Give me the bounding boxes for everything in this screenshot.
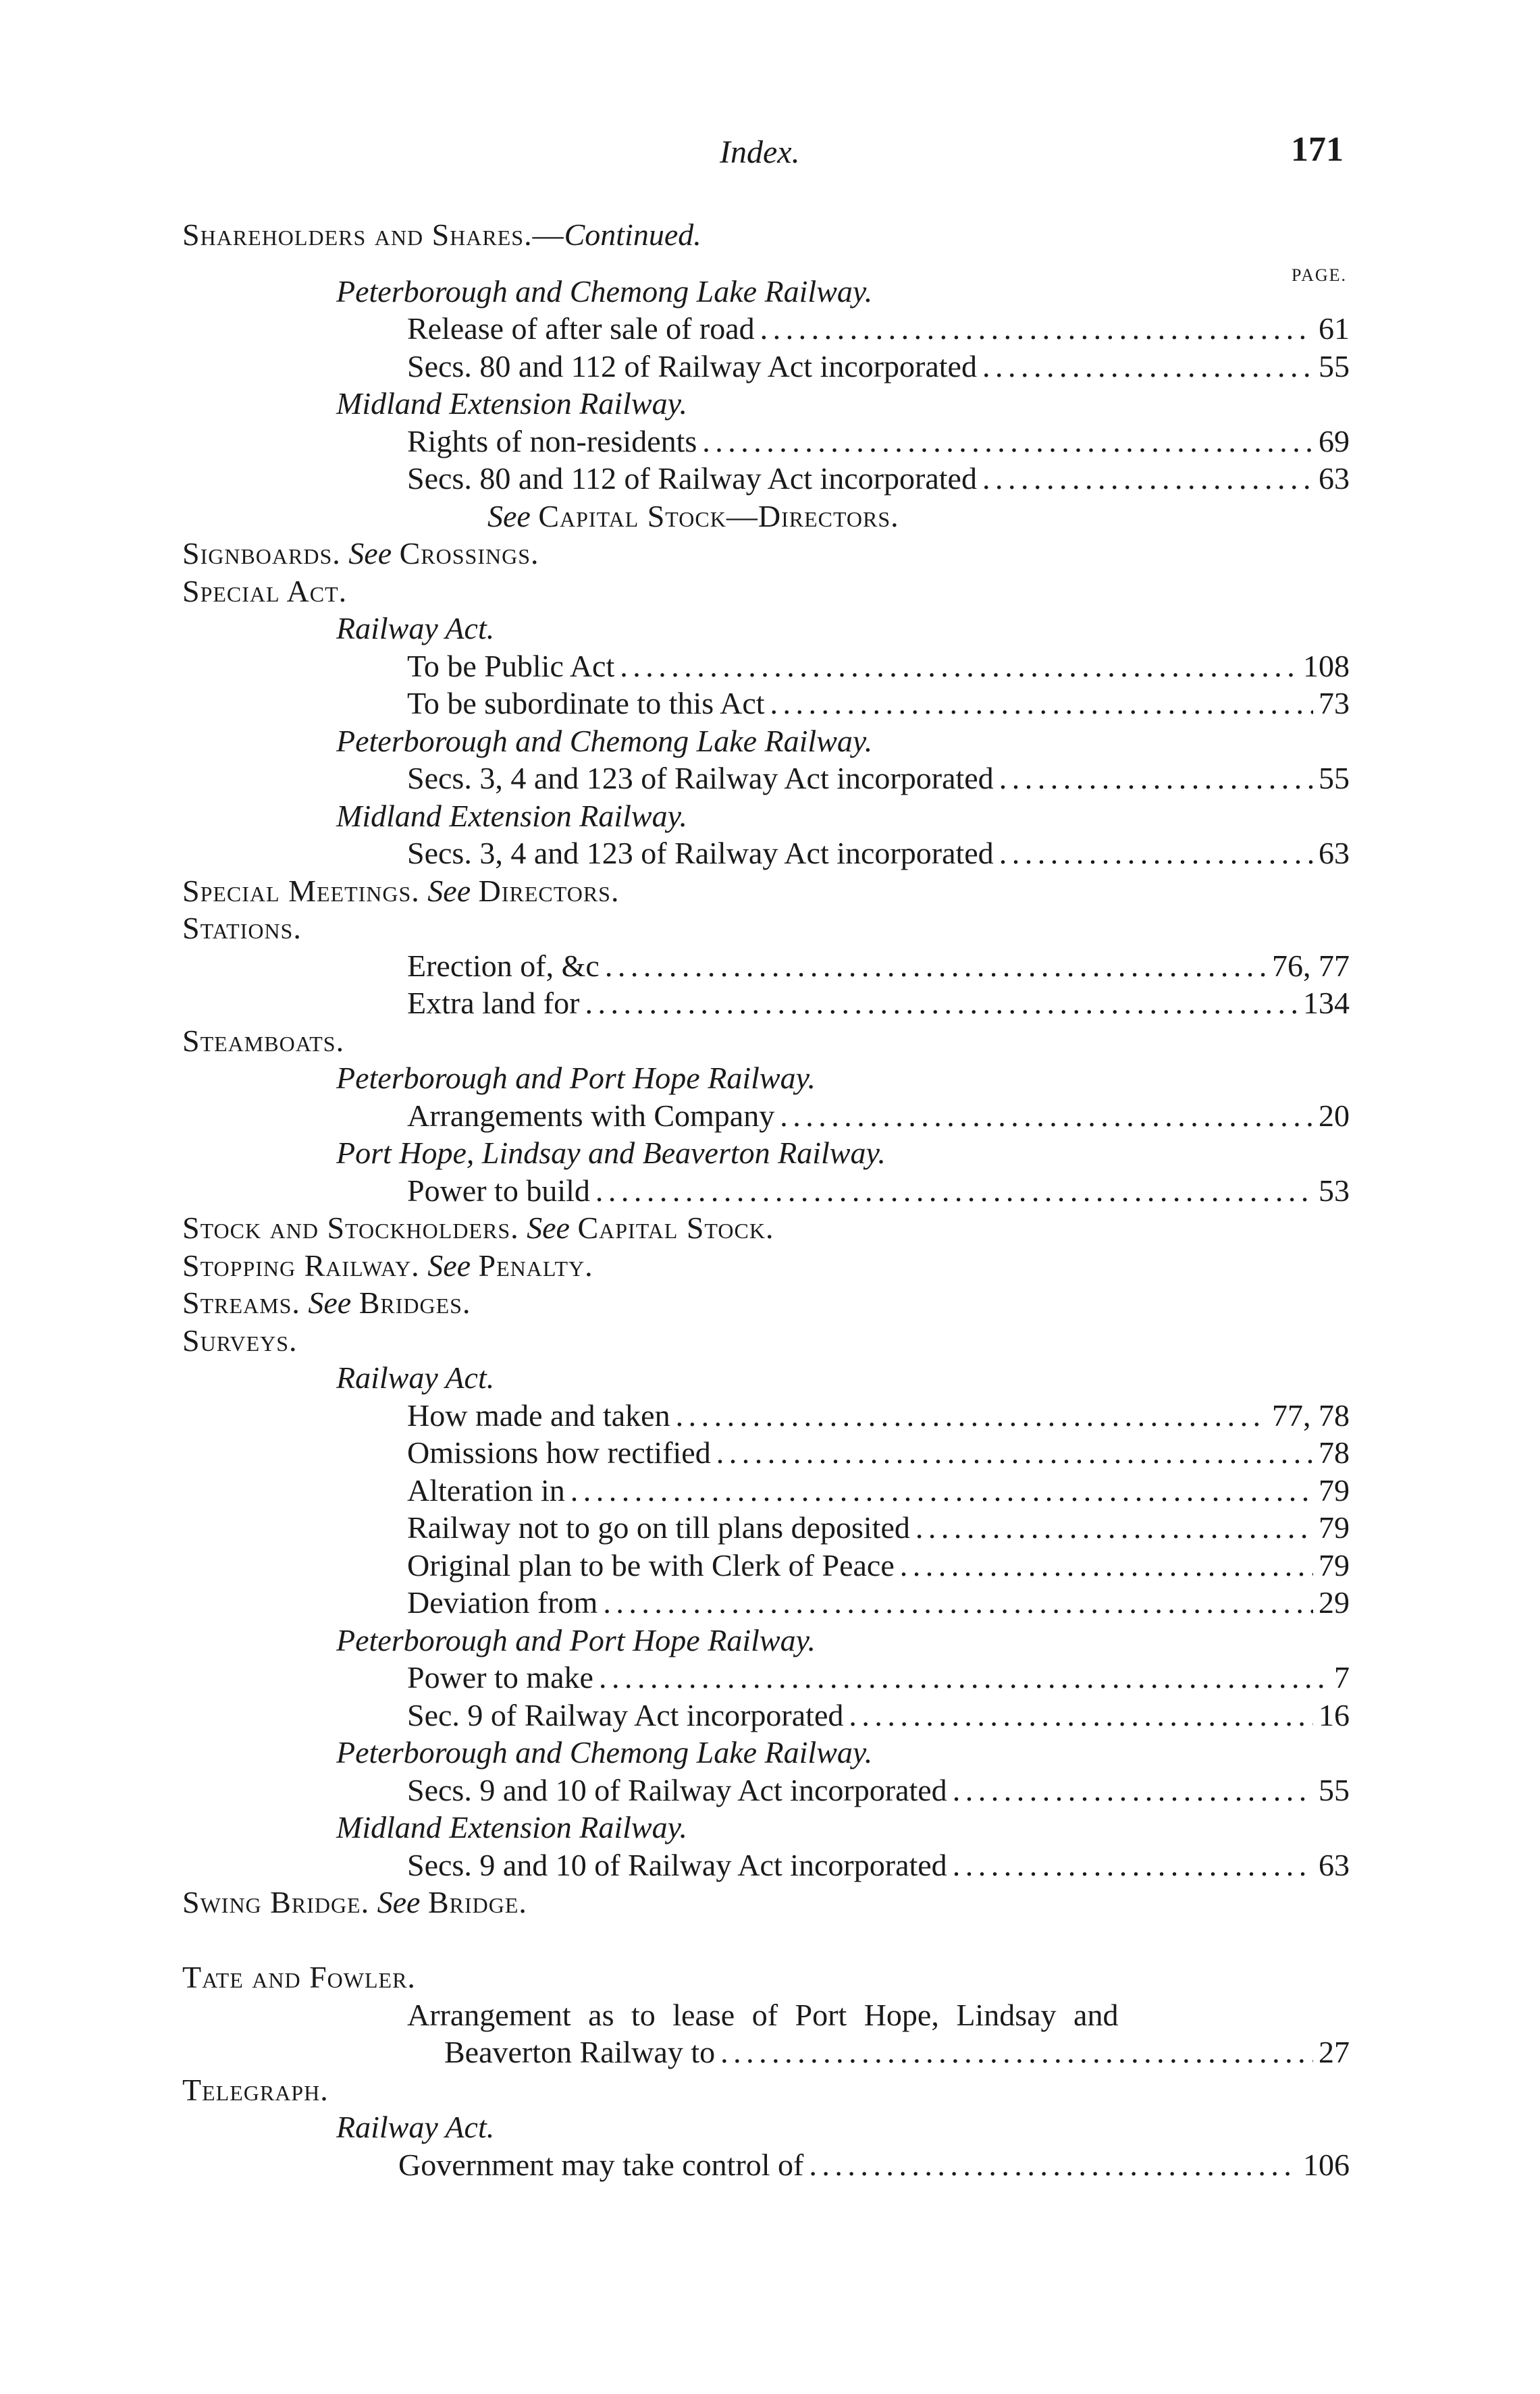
- index-line: [0, 984, 1540, 1022]
- heading: Tate and Fowler.: [182, 1960, 416, 1994]
- dot-leader: [676, 1397, 1267, 1435]
- entry-page: 63: [1319, 1847, 1350, 1882]
- entry-page: 79: [1319, 1472, 1350, 1508]
- entry: [407, 310, 1350, 348]
- dot-leader: [595, 1172, 1313, 1210]
- dot-leader: [999, 760, 1313, 797]
- index-line: [0, 1172, 1540, 1210]
- index-line: [0, 1397, 1540, 1435]
- index-line: [0, 1472, 1540, 1510]
- index-line: [0, 348, 1540, 385]
- dot-leader: [599, 1659, 1329, 1697]
- index-line: [0, 647, 1540, 685]
- dot-leader: [702, 423, 1313, 460]
- subheading: Midland Extension Railway.: [336, 386, 687, 421]
- index-line: [0, 610, 1540, 647]
- index-line: [0, 216, 1540, 254]
- dot-leader: [809, 2146, 1298, 2184]
- index-line: [0, 1547, 1540, 1585]
- index-line: [0, 310, 1540, 348]
- subheading: Port Hope, Lindsay and Beaverton Railway.: [336, 1136, 886, 1170]
- entry: [398, 2146, 1350, 2184]
- index-line: [0, 273, 1540, 311]
- entry-page: 61: [1319, 311, 1350, 346]
- dot-leader: [900, 1547, 1313, 1585]
- entry: [444, 2033, 1350, 2071]
- entry-text: To be Public Act: [407, 648, 615, 683]
- heading: Shareholders and Shares.—Continued.: [182, 217, 701, 252]
- entry: [407, 460, 1350, 498]
- entry-text: Beaverton Railway to: [444, 2035, 716, 2069]
- dot-leader: [982, 348, 1313, 385]
- heading: Signboards. See Crossings.: [182, 536, 539, 570]
- dot-leader: [720, 2033, 1313, 2071]
- dot-leader: [605, 947, 1267, 985]
- entry-text: Secs. 3, 4 and 123 of Railway Act incorporated: [407, 761, 994, 795]
- subheading: Peterborough and Chemong Lake Railway.: [336, 273, 873, 309]
- dot-leader: [570, 1472, 1313, 1510]
- entry-page: 63: [1319, 461, 1350, 496]
- index-line: [0, 1022, 1540, 1060]
- entry-page: 134: [1303, 986, 1350, 1020]
- entry: [407, 1172, 1350, 1210]
- index-line: [0, 2033, 1540, 2071]
- entry-text: Secs. 3, 4 and 123 of Railway Act incorporated: [407, 836, 994, 870]
- entry-page: 16: [1319, 1697, 1350, 1732]
- index-line: [0, 2146, 1540, 2184]
- subheading: Midland Extension Railway.: [336, 798, 687, 833]
- subheading: Railway Act.: [336, 611, 495, 645]
- entry-page: 73: [1319, 686, 1350, 720]
- index-line: [0, 1059, 1540, 1097]
- entry-page: 7: [1334, 1660, 1350, 1695]
- entry: [407, 1659, 1350, 1697]
- dot-leader: [603, 1584, 1313, 1622]
- index-line: [0, 722, 1540, 760]
- entry-text: Extra land for: [407, 986, 580, 1020]
- index-line: [0, 1622, 1540, 1659]
- entry: [407, 947, 1350, 985]
- entry-page: 79: [1319, 1510, 1350, 1545]
- heading: Stopping Railway. See Penalty.: [182, 1248, 593, 1283]
- heading: Special Meetings. See Directors.: [182, 873, 620, 908]
- index-line: [0, 1884, 1540, 1959]
- entry-text: Government may take control of: [398, 2147, 804, 2182]
- entry: [407, 1472, 1350, 1510]
- heading: Telegraph.: [182, 2072, 329, 2107]
- subheading: Peterborough and Port Hope Railway.: [336, 1061, 816, 1095]
- entry: [407, 760, 1350, 797]
- entry-page: 69: [1319, 423, 1350, 458]
- index-line: [0, 834, 1540, 872]
- dot-leader: [760, 310, 1313, 348]
- dot-leader: [915, 1509, 1313, 1547]
- entry-text: Secs. 9 and 10 of Railway Act incorporated: [407, 1772, 947, 1807]
- index-line: [0, 1097, 1540, 1135]
- entry-page: 29: [1319, 1585, 1350, 1620]
- index-line: [0, 573, 1540, 610]
- heading: Stock and Stockholders. See Capital Stock.: [182, 1211, 774, 1245]
- index-line: [0, 760, 1540, 797]
- index-line: [0, 1209, 1540, 1247]
- entry-page: 106: [1303, 2147, 1350, 2182]
- index-line: [0, 498, 1540, 535]
- subheading: Railway Act.: [336, 1360, 495, 1395]
- entry: [407, 1697, 1350, 1734]
- entry-text: To be subordinate to this Act: [407, 686, 765, 720]
- index-line: [0, 1322, 1540, 1360]
- entry-page: 55: [1319, 761, 1350, 795]
- entry: [407, 1584, 1350, 1622]
- entry: [407, 1434, 1350, 1472]
- index-line: [0, 2071, 1540, 2109]
- dot-leader: [780, 1097, 1313, 1135]
- entry-text: How made and taken: [407, 1398, 670, 1433]
- heading: Steamboats.: [182, 1023, 345, 1058]
- entry-page: 108: [1303, 648, 1350, 683]
- dot-leader: [770, 685, 1313, 722]
- entry-page: 27: [1319, 2035, 1350, 2069]
- cross-reference: See Capital Stock—Directors.: [487, 498, 899, 533]
- entry-text: Release of after sale of road: [407, 311, 755, 346]
- entry: [407, 834, 1350, 872]
- subheading: Peterborough and Chemong Lake Railway.: [336, 1735, 873, 1770]
- index-entries: [0, 216, 1540, 2183]
- index-line: [0, 460, 1540, 498]
- entry-text: Arrangements with Company: [407, 1098, 775, 1133]
- index-line: [0, 1959, 1540, 1996]
- entry-text: Deviation from: [407, 1585, 598, 1620]
- page-header: [0, 130, 1540, 174]
- dot-leader: [716, 1434, 1313, 1472]
- entry-page: 55: [1319, 1772, 1350, 1807]
- heading: Swing Bridge. See Bridge.: [182, 1885, 527, 1919]
- entry-text: Railway not to go on till plans deposited: [407, 1510, 910, 1545]
- index-line: [0, 2108, 1540, 2146]
- index-line: [0, 1772, 1540, 1809]
- index-line: [0, 1697, 1540, 1734]
- dot-leader: [982, 460, 1313, 498]
- dot-leader: [953, 1772, 1313, 1809]
- index-line: [0, 1284, 1540, 1322]
- dot-leader: [999, 834, 1313, 872]
- entry: [407, 984, 1350, 1022]
- entry: [407, 1509, 1350, 1547]
- index-line: [0, 1434, 1540, 1472]
- subheading: Peterborough and Port Hope Railway.: [336, 1622, 816, 1657]
- page-column-label: PAGE.: [1292, 265, 1348, 285]
- entry: [407, 1547, 1350, 1585]
- index-line: [0, 947, 1540, 985]
- entry-text: Sec. 9 of Railway Act incorporated: [407, 1697, 844, 1732]
- entry: [407, 647, 1350, 685]
- entry-text: Erection of, &c: [407, 948, 600, 983]
- index-line: [0, 1584, 1540, 1622]
- heading: Streams. See Bridges.: [182, 1285, 471, 1320]
- page-number: 171: [1291, 130, 1344, 169]
- entry-page: 76, 77: [1272, 948, 1350, 983]
- entry-text: Power to build: [407, 1173, 590, 1208]
- entry-page: 55: [1319, 348, 1350, 383]
- index-line: [0, 1247, 1540, 1285]
- index-line: [0, 872, 1540, 910]
- index-line: [0, 797, 1540, 835]
- entry-text: Power to make: [407, 1660, 593, 1695]
- entry-page: 77, 78: [1272, 1398, 1350, 1433]
- subheading: Midland Extension Railway.: [336, 1810, 687, 1844]
- index-line: [0, 1134, 1540, 1172]
- dot-leader: [620, 647, 1298, 685]
- heading: Surveys.: [182, 1323, 298, 1358]
- index-line: [0, 1659, 1540, 1697]
- entry-text: Original plan to be with Clerk of Peace: [407, 1547, 895, 1582]
- entry: [407, 1846, 1350, 1884]
- entry: [407, 423, 1350, 460]
- entry: [407, 685, 1350, 722]
- entry-page: 20: [1319, 1098, 1350, 1133]
- dot-leader: [953, 1846, 1313, 1884]
- index-line: [0, 1809, 1540, 1846]
- dot-leader: [585, 984, 1298, 1022]
- subheading: Railway Act.: [336, 2110, 495, 2144]
- heading: Special Act.: [182, 573, 348, 608]
- entry: [407, 1397, 1350, 1435]
- entry-text: Arrangement as to lease of Port Hope, Lindsay and: [407, 1997, 1119, 2032]
- heading: Stations.: [182, 911, 302, 945]
- index-line: [0, 423, 1540, 460]
- index-line: [0, 1509, 1540, 1547]
- entry-page: 53: [1319, 1173, 1350, 1208]
- index-line: [0, 1846, 1540, 1884]
- subheading: Peterborough and Chemong Lake Railway.: [336, 723, 873, 758]
- entry: [407, 1772, 1350, 1809]
- index-line: [0, 535, 1540, 573]
- index-line: [0, 1359, 1540, 1397]
- entry-text: Rights of non-residents: [407, 423, 697, 458]
- entry: [407, 1097, 1350, 1135]
- entry-page: 63: [1319, 836, 1350, 870]
- entry-text: Omissions how rectified: [407, 1435, 711, 1470]
- index-line: [0, 685, 1540, 722]
- entry-text: Alteration in: [407, 1472, 565, 1508]
- entry-text: Secs. 9 and 10 of Railway Act incorporated: [407, 1847, 947, 1882]
- index-line: [0, 1996, 1540, 2034]
- entry: [407, 348, 1350, 385]
- entry-text: Secs. 80 and 112 of Railway Act incorporated: [407, 348, 977, 383]
- index-line: [0, 385, 1540, 423]
- entry-page: 79: [1319, 1547, 1350, 1582]
- entry-page: 78: [1319, 1435, 1350, 1470]
- dot-leader: [849, 1697, 1313, 1734]
- index-line: [0, 909, 1540, 947]
- running-title: Index.: [720, 134, 800, 170]
- index-line: [0, 1734, 1540, 1772]
- entry-text: Secs. 80 and 112 of Railway Act incorporated: [407, 461, 977, 496]
